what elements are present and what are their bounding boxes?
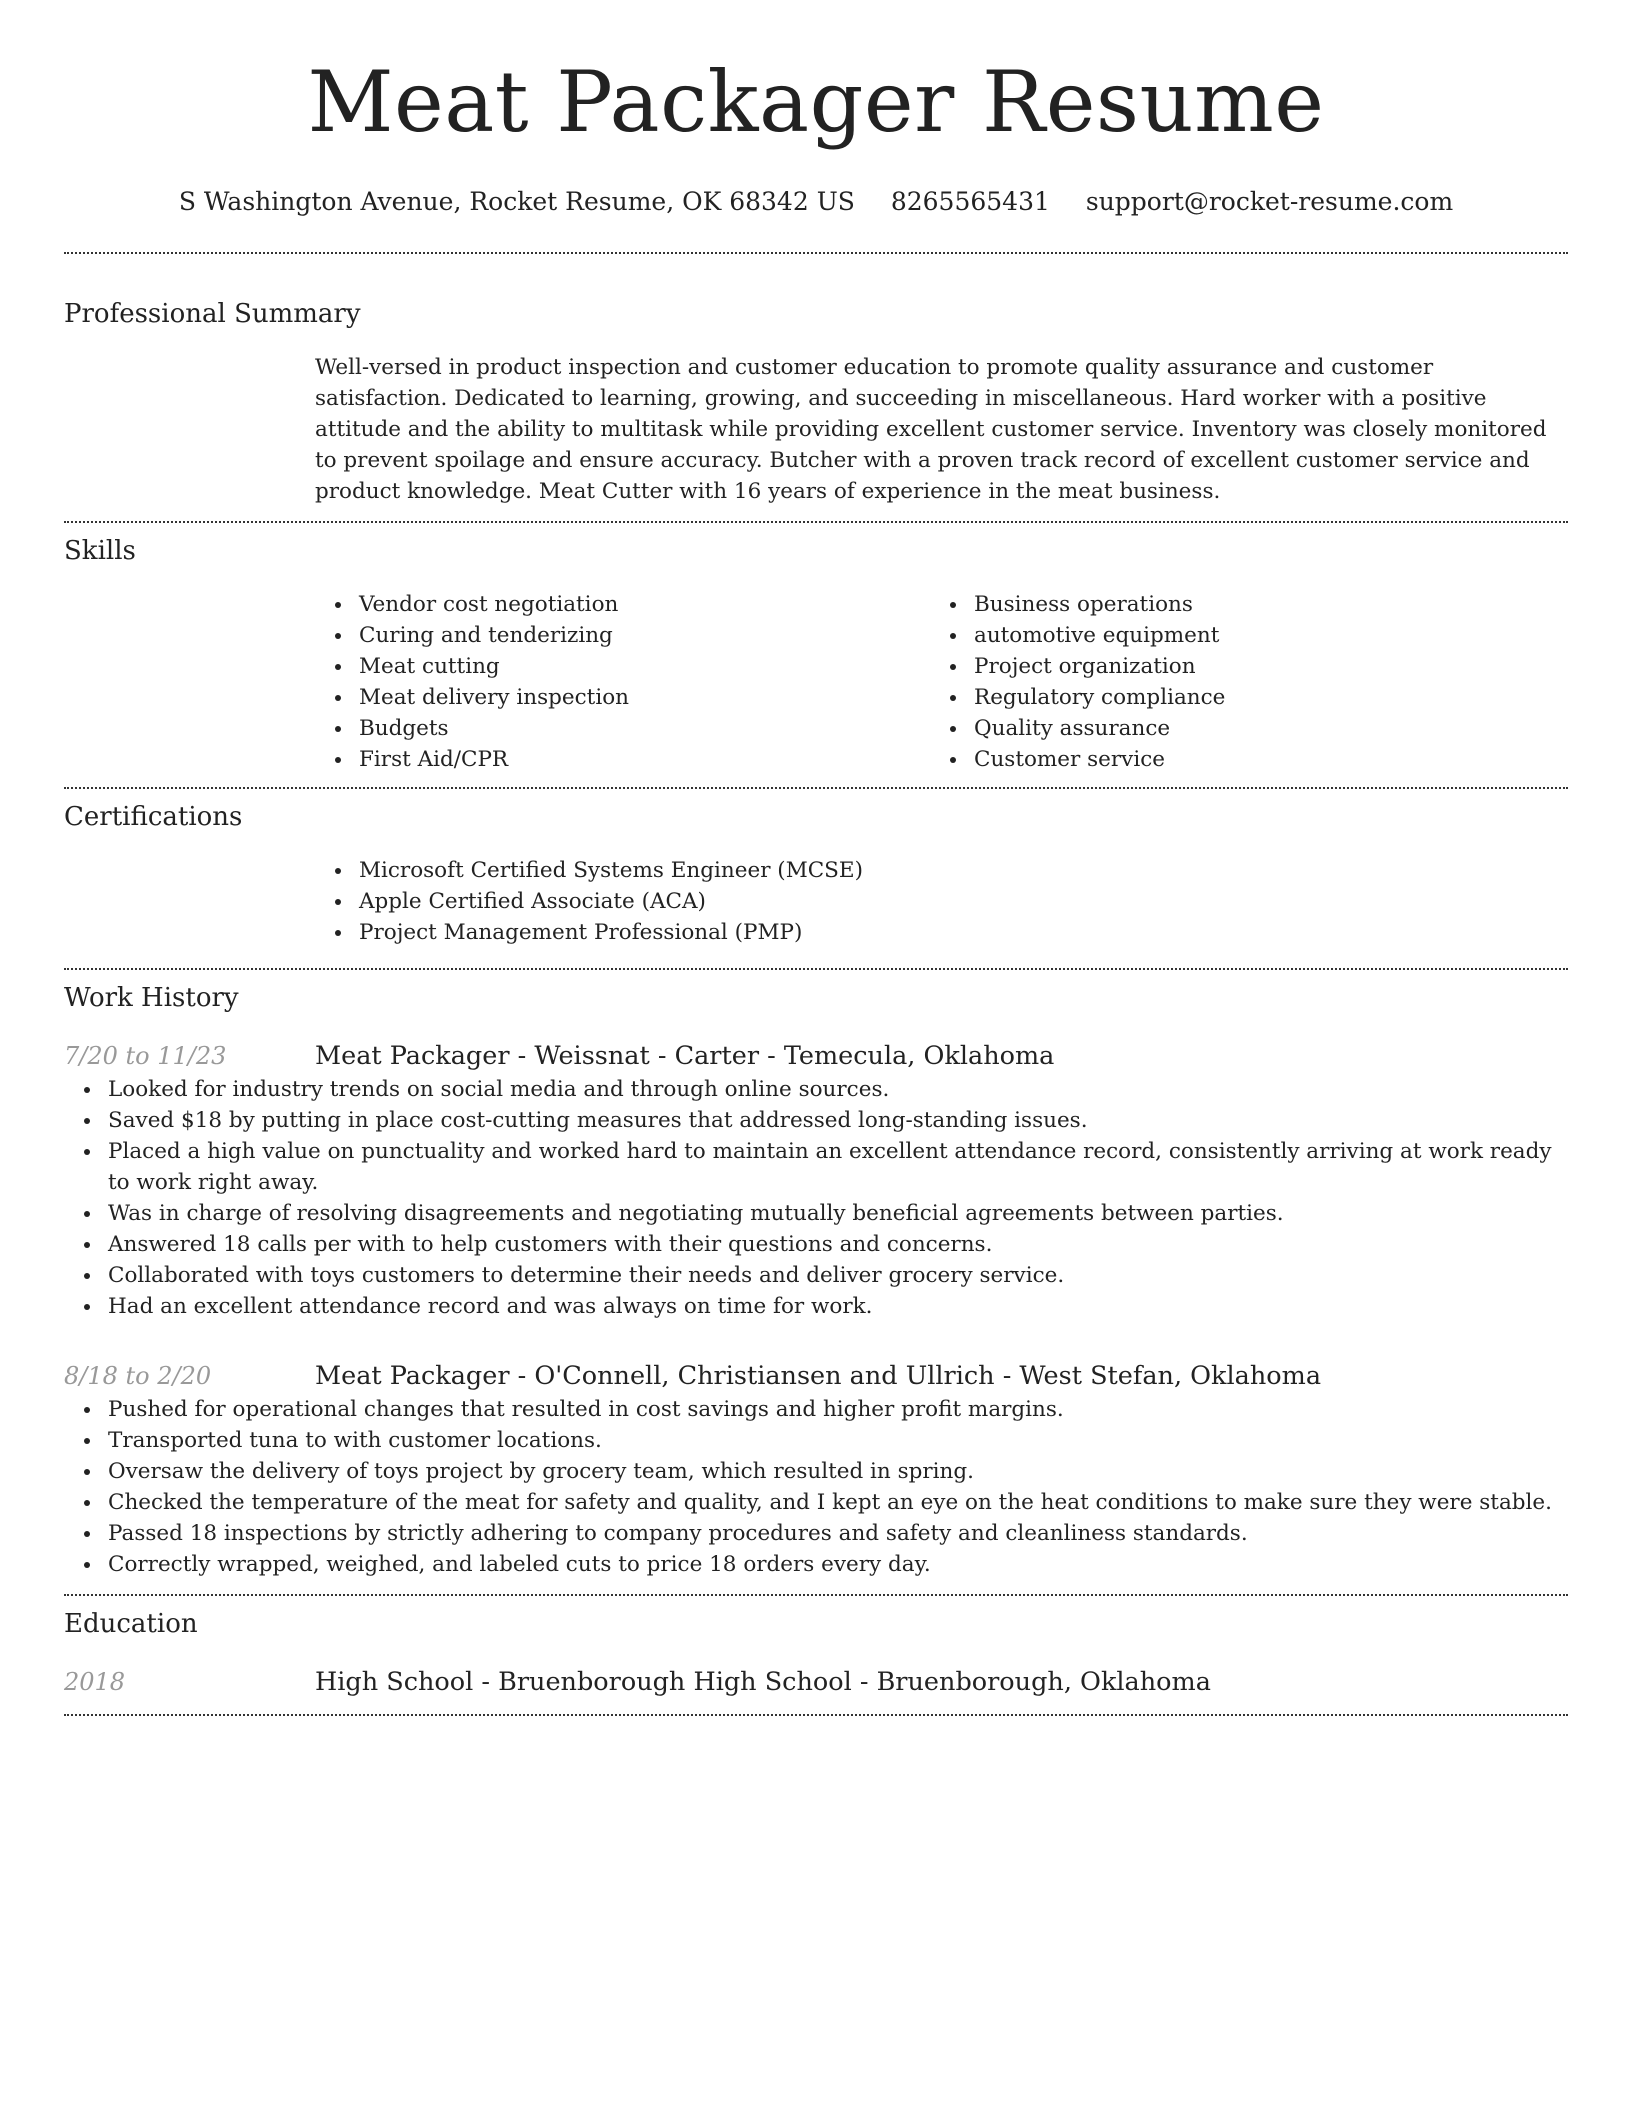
certifications-list	[315, 855, 1568, 948]
education-section	[64, 1596, 1568, 1700]
job-bullet: Collaborated with toys customers to determine their needs and deliver grocery service.	[108, 1260, 1568, 1291]
job-bullet: Saved $18 by putting in place cost-cutting measures that addressed long-standing issues.	[108, 1105, 1568, 1136]
skill-item: Project organization	[974, 651, 1545, 682]
job-bullets	[64, 1074, 1568, 1322]
job-title: Meat Packager - Weissnat - Carter - Temecula, Oklahoma	[315, 1041, 1055, 1071]
skill-item: Meat delivery inspection	[359, 682, 930, 713]
skill-item: Vendor cost negotiation	[359, 589, 930, 620]
skills-grid	[315, 589, 1568, 775]
work-heading: Work History	[64, 983, 239, 1013]
skill-item: Meat cutting	[359, 651, 930, 682]
job-bullet: Placed a high value on punctuality and worked hard to maintain an excellent attendance record, consistently arriving at work ready to work right away.	[108, 1136, 1568, 1198]
job-bullet: Looked for industry trends on social media and through online sources.	[108, 1074, 1568, 1105]
job-title: Meat Packager - O'Connell, Christiansen and Ullrich - West Stefan, Oklahoma	[315, 1361, 1322, 1391]
certifications-section	[64, 789, 1568, 948]
contact-email: support@rocket-resume.com	[1085, 187, 1454, 216]
certification-item: Project Management Professional (PMP)	[359, 917, 1568, 948]
work-section	[64, 970, 1568, 1594]
resume-title: Meat Packager Resume	[307, 53, 1325, 151]
skill-item: Regulatory compliance	[974, 682, 1545, 713]
skill-item: Quality assurance	[974, 713, 1545, 744]
job-bullet: Oversaw the delivery of toys project by grocery team, which resulted in spring.	[108, 1456, 1568, 1487]
skill-item: Business operations	[974, 589, 1545, 620]
certification-item: Apple Certified Associate (ACA)	[359, 886, 1568, 917]
job-bullet: Transported tuna to with customer locations.	[108, 1425, 1568, 1456]
contact-address: S Washington Avenue, Rocket Resume, OK 68342 US	[178, 187, 855, 216]
job-entry	[64, 1358, 1568, 1580]
job-entry	[64, 1038, 1568, 1322]
education-title: High School - Bruenborough High School - Bruenborough, Oklahoma	[315, 1667, 1211, 1697]
skills-column-right	[930, 589, 1545, 775]
job-bullet: Answered 18 calls per with to help customers with their questions and concerns.	[108, 1229, 1568, 1260]
job-bullet: Correctly wrapped, weighed, and labeled cuts to price 18 orders every day.	[108, 1549, 1568, 1580]
skill-item: automotive equipment	[974, 620, 1545, 651]
skills-section	[64, 523, 1568, 775]
education-divider	[64, 1714, 1568, 1716]
contact-phone: 8265565431	[890, 187, 1050, 216]
skills-heading: Skills	[64, 536, 136, 566]
certification-item: Microsoft Certified Systems Engineer (MCSE)	[359, 855, 1568, 886]
job-dates: 7/20 to 11/23	[64, 1042, 227, 1070]
job-bullet: Was in charge of resolving disagreements and negotiating mutually beneficial agreements between parties.	[108, 1198, 1568, 1229]
skills-column-left	[315, 589, 930, 775]
education-entry	[64, 1664, 1568, 1700]
summary-section	[64, 254, 1568, 507]
skill-item: Customer service	[974, 744, 1545, 775]
job-dates: 8/18 to 2/20	[64, 1362, 212, 1390]
contact-line	[64, 184, 1568, 220]
summary-text: Well-versed in product inspection and customer education to promote quality assurance and customer satisfaction. Dedicated to learning, growing, and succeeding in miscellaneous. Hard worker with a positive attitude and the ability to multitask while providing excellent customer service. Inventory was closely monitored to prevent spoilage and ensure accuracy. Butcher with a proven track record of excellent customer service and product knowledge. Meat Cutter with 16 years of experience in the meat business.	[315, 355, 1547, 504]
skill-item: Budgets	[359, 713, 930, 744]
education-year: 2018	[64, 1668, 126, 1696]
education-heading: Education	[64, 1609, 198, 1639]
job-bullet: Checked the temperature of the meat for safety and quality, and I kept an eye on the heat conditions to make sure they were stable.	[108, 1487, 1568, 1518]
job-bullet: Had an excellent attendance record and was always on time for work.	[108, 1291, 1568, 1322]
job-bullet: Passed 18 inspections by strictly adhering to company procedures and safety and cleanliness standards.	[108, 1518, 1568, 1549]
certifications-heading: Certifications	[64, 802, 243, 832]
job-bullets	[64, 1394, 1568, 1580]
skill-item: First Aid/CPR	[359, 744, 930, 775]
skill-item: Curing and tenderizing	[359, 620, 930, 651]
summary-heading: Professional Summary	[64, 299, 361, 329]
job-bullet: Pushed for operational changes that resulted in cost savings and higher profit margins.	[108, 1394, 1568, 1425]
